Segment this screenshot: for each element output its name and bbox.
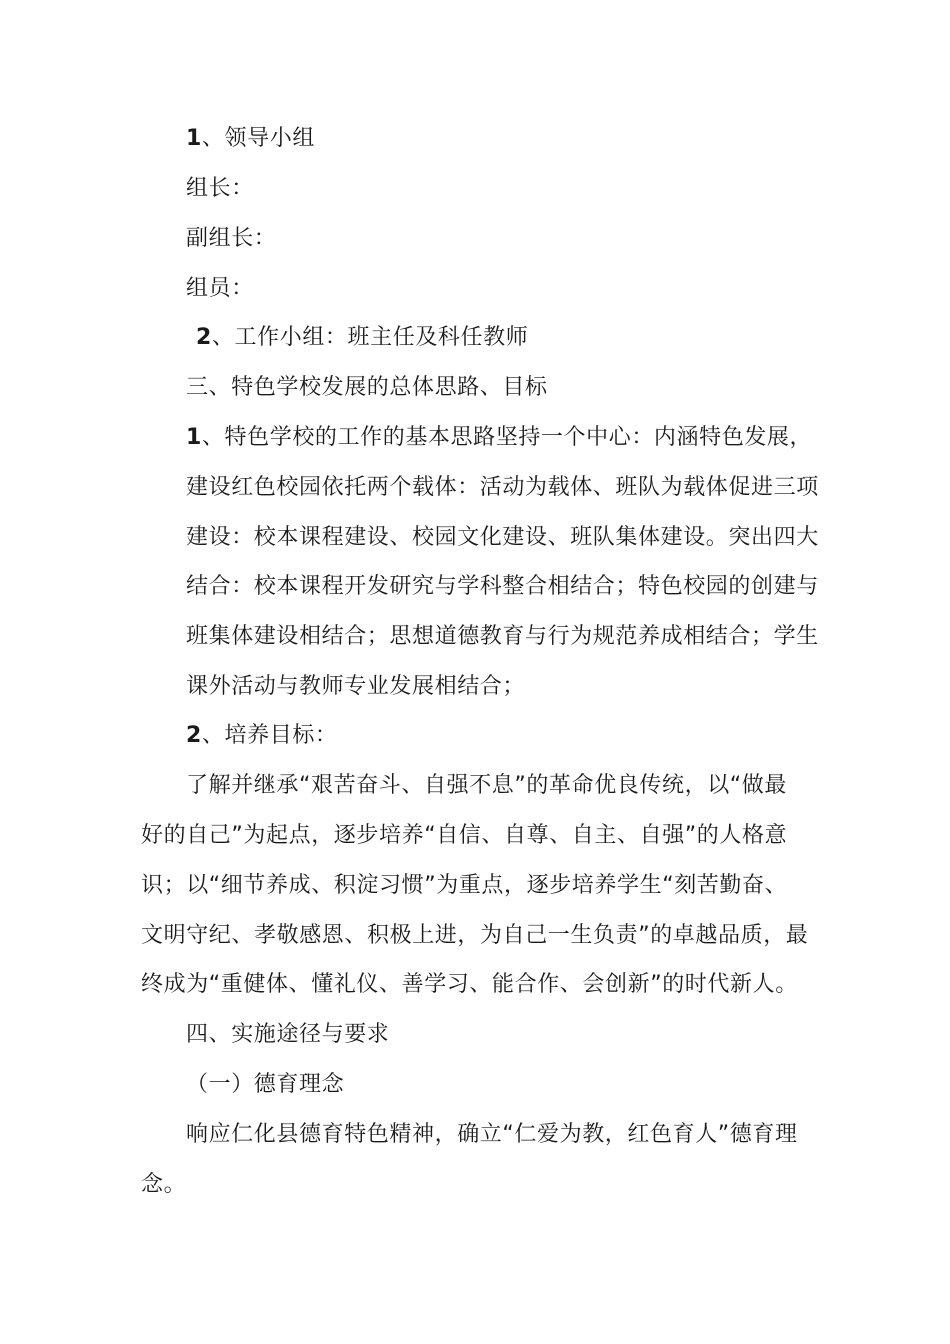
section3-item1-line: 课外活动与教师专业发展相结合；	[186, 674, 526, 699]
section3-item1-line: 班集体建设相结合；思想道德教育与行为规范养成相结合；学生	[186, 624, 819, 649]
section3-heading: 三、特色学校发展的总体思路、目标	[186, 375, 548, 400]
leader-line: 组长：	[186, 176, 254, 201]
members-line: 组员：	[186, 276, 254, 301]
section4-sub1-line: 念。	[141, 1172, 187, 1197]
deputy-leader-line: 副组长：	[186, 226, 277, 251]
section4-sub1-heading: （一）德育理念	[186, 1072, 345, 1097]
section3-item2-heading: 2、培养目标：	[186, 723, 338, 748]
section3-item2-line: 终成为“重健体、懂礼仪、善学习、能合作、会创新”的时代新人。	[141, 972, 798, 997]
section3-item1-line: 1、特色学校的工作的基本思路坚持一个中心：内涵特色发展，	[186, 425, 813, 450]
section3-item2-line: 文明守纪、孝敬感恩、积极上进，为自己一生负责”的卓越品质，最	[141, 923, 809, 948]
leadership-heading: 1、领导小组	[186, 126, 315, 151]
section3-item2-line: 了解并继承“艰苦奋斗、自强不息”的革命优良传统，以“做最	[186, 773, 787, 798]
section3-item2-line: 识；以“细节养成、积淀习惯”为重点，逐步培养学生“刻苦勤奋、	[141, 873, 788, 898]
section3-item1-line: 建设红色校园依托两个载体：活动为载体、班队为载体促进三项	[186, 475, 819, 500]
section3-item1-line: 结合：校本课程开发研究与学科整合相结合；特色校园的创建与	[186, 574, 819, 599]
section3-item1-line: 建设：校本课程建设、校园文化建设、班队集体建设。突出四大	[186, 525, 819, 550]
working-group-line: 2、工作小组：班主任及科任教师	[196, 325, 529, 350]
section4-sub1-line: 响应仁化县德育特色精神，确立“仁爱为教，红色育人”德育理	[186, 1122, 798, 1147]
section4-heading: 四、实施途径与要求	[186, 1022, 390, 1047]
section3-item2-line: 好的自己”为起点，逐步培养“自信、自尊、自主、自强”的人格意	[141, 823, 788, 848]
